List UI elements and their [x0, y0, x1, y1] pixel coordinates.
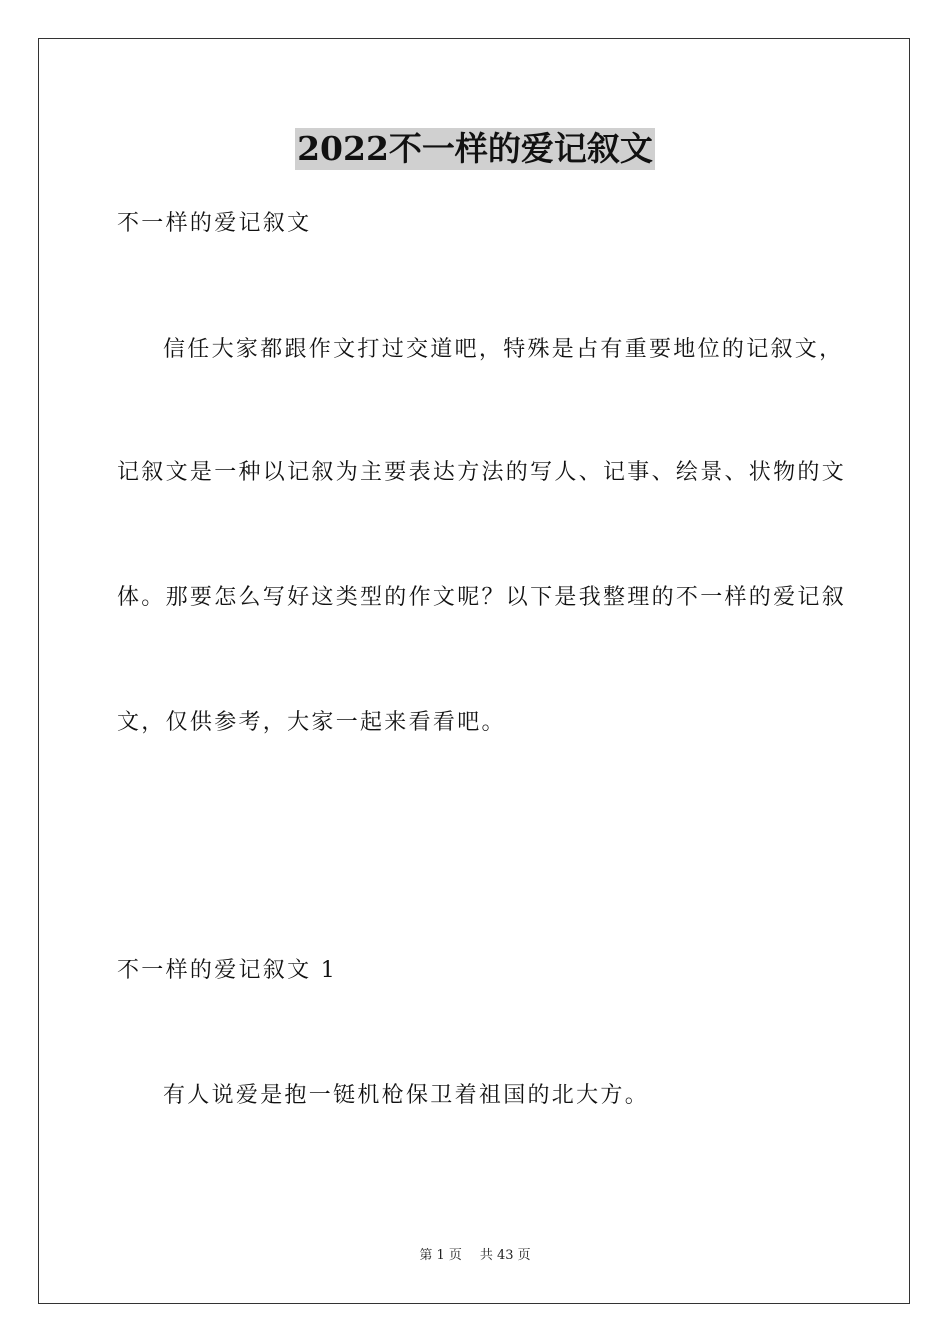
paragraph-line: 文，仅供参考，大家一起来看看吧。 — [117, 710, 506, 735]
section-heading: 不一样的爱记叙文 1 — [117, 958, 337, 983]
document-subtitle: 不一样的爱记叙文 — [117, 211, 312, 236]
document-title: 2022不一样的爱记叙文 — [297, 129, 653, 168]
page-number: 第 1 页 — [419, 1248, 462, 1263]
page-total: 共 43 页 — [479, 1248, 531, 1263]
title-container — [0, 128, 950, 170]
paragraph-line: 有人说爱是抱一铤机枪保卫着祖国的北大方。 — [163, 1083, 650, 1108]
page-footer — [0, 1246, 950, 1266]
paragraph-line: 信任大家都跟作文打过交道吧，特殊是占有重要地位的记叙文， — [163, 337, 844, 362]
paragraph-line: 体。那要怎么写好这类型的作文呢？以下是我整理的不一样的爱记叙 — [117, 585, 847, 610]
paragraph-line: 记叙文是一种以记叙为主要表达方法的写人、记事、绘景、状物的文 — [117, 460, 847, 485]
